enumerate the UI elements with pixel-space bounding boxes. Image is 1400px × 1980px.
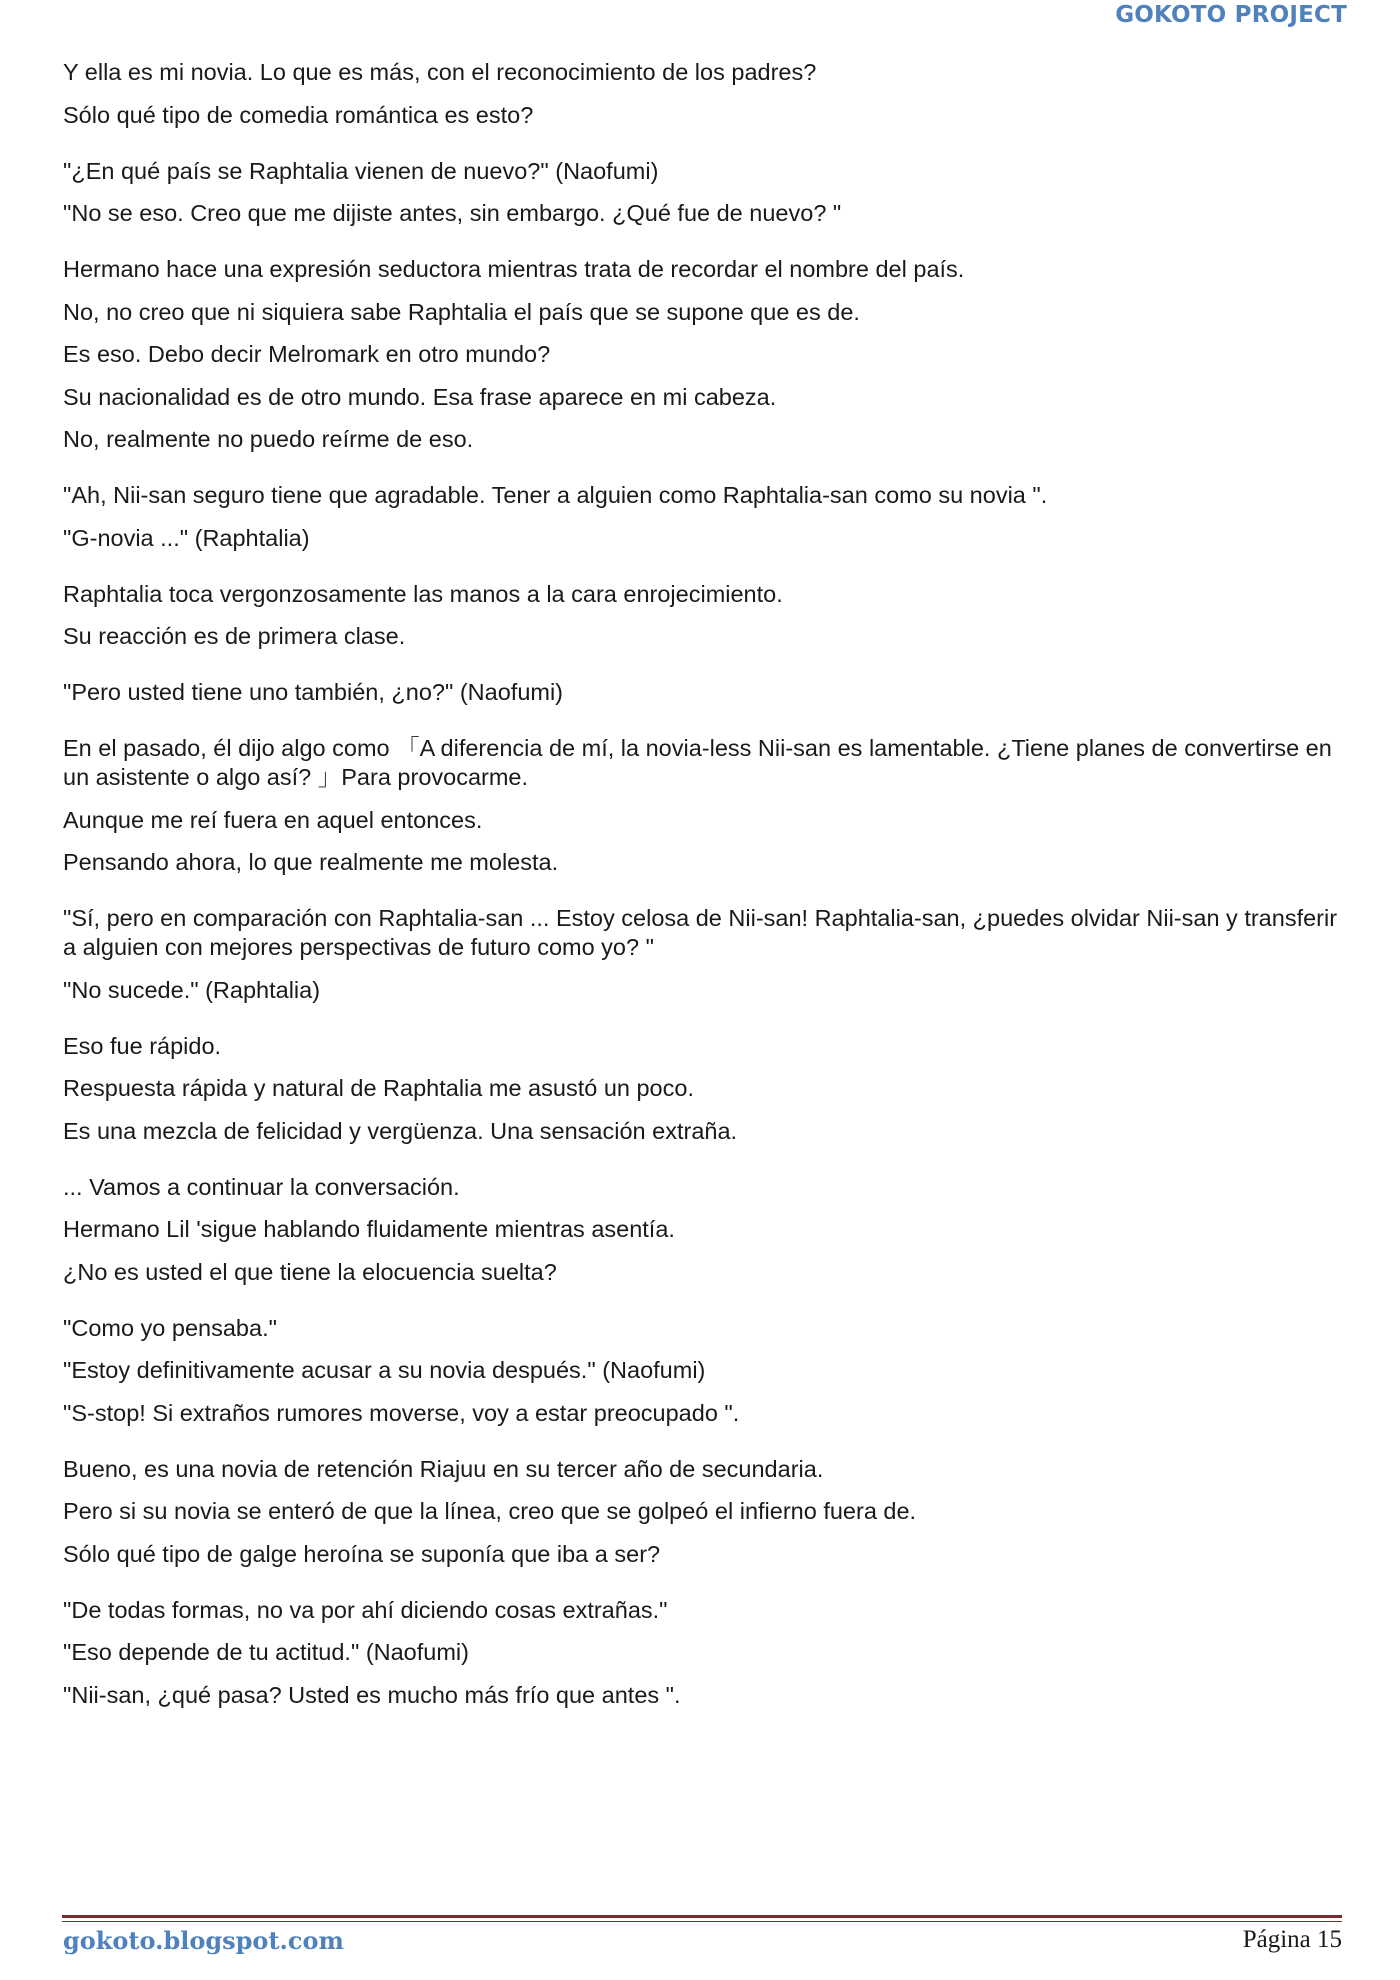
text-line: Respuesta rápida y natural de Raphtalia me asustó un poco.: [63, 1075, 694, 1101]
text-line: "¿En qué país se Raphtalia vienen de nuevo?" (Naofumi): [63, 157, 659, 184]
text-line: Aunque me reí fuera en aquel entonces.: [63, 806, 483, 833]
text-line: "Como yo pensaba.": [63, 1314, 277, 1341]
text-line: "Nii-san, ¿qué pasa? Usted es mucho más frío que antes ".: [63, 1681, 681, 1708]
text-line: Bueno, es una novia de retención Riajuu en su tercer año de secundaria.: [63, 1455, 824, 1482]
paragraph: [63, 678, 1343, 707]
text-line: "G-novia ..." (Raphtalia): [63, 524, 310, 551]
footer-divider: [62, 1915, 1342, 1918]
text-line: Es eso. Debo decir Melromark en otro mundo?: [63, 341, 551, 367]
text-line: Es una mezcla de felicidad y vergüenza. Una sensación extraña.: [63, 1117, 738, 1144]
page-number: Página 15: [1242, 1926, 1342, 1953]
text-line: "No sucede." (Raphtalia): [63, 976, 321, 1003]
text-line: "No se eso. Creo que me dijiste antes, sin embargo. ¿Qué fue de nuevo? ": [63, 200, 842, 226]
document-body: [63, 58, 1343, 1737]
text-line: Hermano hace una expresión seductora mientras trata de recordar el nombre del país.: [63, 256, 965, 282]
text-line: ¿No es usted el que tiene la elocuencia suelta?: [63, 1258, 557, 1285]
text-line: ... Vamos a continuar la conversación.: [63, 1173, 460, 1200]
paragraph: [63, 1032, 1343, 1146]
text-line: "Sí, pero en comparación con Raphtalia-san ... Estoy celosa de Nii-san! Raphtalia-san, ¿puedes olvidar Nii-san y transferir a alguien con mejores perspectivas de futuro como yo? ": [63, 905, 1338, 960]
paragraph: [63, 734, 1343, 877]
header-brand: GOKOTO PROJECT: [1115, 2, 1347, 28]
text-line: "S-stop! Si extraños rumores moverse, voy a estar preocupado ".: [63, 1399, 740, 1426]
text-line: "Ah, Nii-san seguro tiene que agradable. Tener a alguien como Raphtalia-san como su novia ".: [63, 482, 1048, 508]
paragraph: [63, 1173, 1343, 1287]
text-line: Y ella es mi novia. Lo que es más, con el reconocimiento de los padres?: [63, 59, 817, 85]
text-line: Hermano Lil 'sigue hablando fluidamente mientras asentía.: [63, 1216, 675, 1242]
paragraph: [63, 580, 1343, 652]
text-line: "Estoy definitivamente acusar a su novia después." (Naofumi): [63, 1357, 706, 1383]
text-line: "Eso depende de tu actitud." (Naofumi): [63, 1639, 469, 1665]
text-line: Su reacción es de primera clase.: [63, 623, 406, 649]
text-line: Sólo qué tipo de galge heroína se suponía que iba a ser?: [63, 1540, 661, 1567]
text-line: En el pasado, él dijo algo como 「A diferencia de mí, la novia-less Nii-san es lamentable. ¿Tiene planes de convertirse en un asistente o algo así? 」Para provocarme.: [63, 735, 1332, 790]
paragraph: [63, 255, 1343, 454]
text-line: "Pero usted tiene uno también, ¿no?" (Naofumi): [63, 679, 564, 705]
text-line: Pensando ahora, lo que realmente me molesta.: [63, 849, 559, 875]
paragraph: [63, 1455, 1343, 1569]
text-line: No, realmente no puedo reírme de eso.: [63, 426, 474, 452]
text-line: Raphtalia toca vergonzosamente las manos a la cara enrojecimiento.: [63, 580, 783, 607]
paragraph: [63, 1314, 1343, 1428]
paragraph: [63, 1596, 1343, 1710]
paragraph: [63, 481, 1343, 553]
text-line: Sólo qué tipo de comedia romántica es esto?: [63, 101, 534, 128]
footer-site-link[interactable]: gokoto.blogspot.com: [63, 1926, 344, 1955]
footer-divider-thin: [62, 1921, 1342, 1922]
text-line: No, no creo que ni siquiera sabe Raphtalia el país que se supone que es de.: [63, 298, 860, 325]
text-line: "De todas formas, no va por ahí diciendo cosas extrañas.": [63, 1596, 668, 1623]
text-line: Su nacionalidad es de otro mundo. Esa frase aparece en mi cabeza.: [63, 383, 777, 410]
paragraph: [63, 157, 1343, 229]
text-line: Eso fue rápido.: [63, 1032, 222, 1059]
paragraph: [63, 58, 1343, 130]
paragraph: [63, 904, 1343, 1005]
text-line: Pero si su novia se enteró de que la línea, creo que se golpeó el infierno fuera de.: [63, 1498, 917, 1524]
